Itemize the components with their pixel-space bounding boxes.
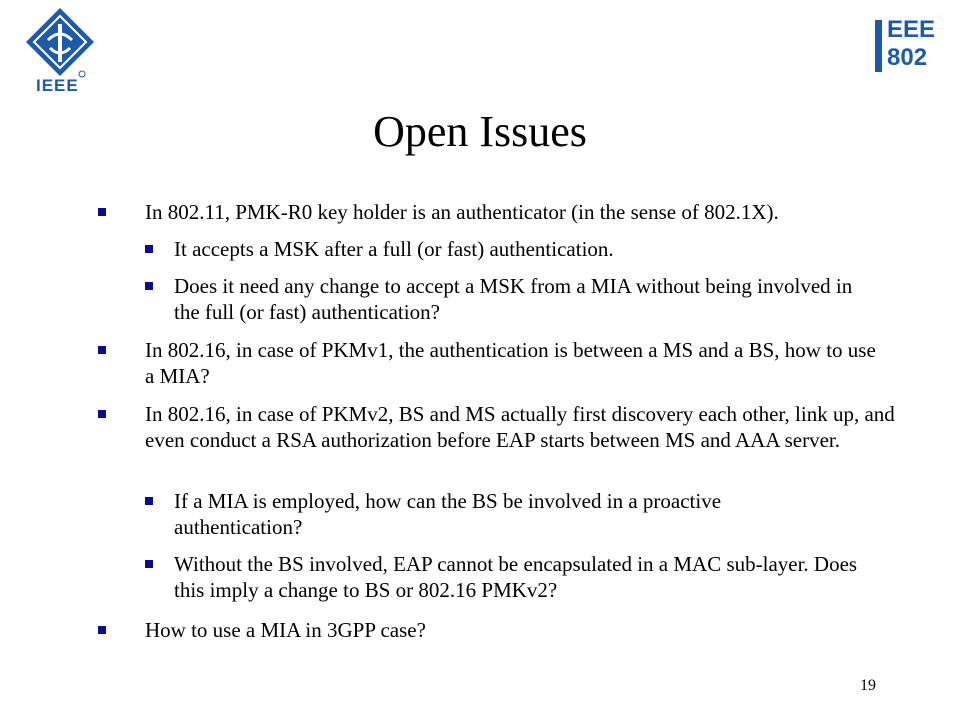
ieee-logo [22,6,108,98]
ieee-802-logo-line1: EEE [887,16,936,43]
sub-bullet-text: Does it need any change to accept a MSK from a MIA without being involved in the full (or fast) authentication? [174,274,853,324]
bullet-square-icon [145,497,153,505]
bullet-square-icon [145,245,153,253]
sub-bullet-item [174,273,854,325]
bullet-square-icon [145,560,153,568]
bullet-item [145,401,910,453]
bullet-text: In 802.11, PMK-R0 key holder is an authenticator (in the sense of 802.1X). [145,200,779,224]
bullet-item [145,337,885,389]
bullet-item [145,617,905,643]
page-number: 19 [860,677,876,694]
ieee-802-logo-line2: 802 [887,44,928,71]
sub-bullet-item [174,236,894,262]
bullet-square-icon [98,208,106,216]
sub-bullet-text: If a MIA is employed, how can the BS be involved in a proactive authentication? [174,489,722,539]
bullet-square-icon [98,626,106,634]
bullet-square-icon [145,282,153,290]
bullet-text: In 802.16, in case of PKMv2, BS and MS actually first discovery each other, link up, and even conduct a RSA authorization before EAP starts between MS and AAA server. [145,402,895,452]
bullet-item [145,199,905,225]
slide-title: Open Issues [373,107,587,156]
sub-bullet-text: It accepts a MSK after a full (or fast) authentication. [174,237,614,261]
ieee-802-bar-icon [875,20,882,72]
bullet-text: How to use a MIA in 3GPP case? [145,618,426,642]
sub-bullet-text: Without the BS involved, EAP cannot be encapsulated in a MAC sub-layer. Does this imply a change to BS or 802.16 PMKv2? [174,552,858,602]
bullet-square-icon [98,346,106,354]
bullet-text: In 802.16, in case of PKMv1, the authentication is between a MS and a BS, how to use a MIA? [145,338,876,388]
sub-bullet-item [174,551,864,603]
ieee-logo-text: IEEE [36,76,79,95]
sub-bullet-item [174,488,834,540]
bullet-square-icon [98,410,106,418]
ieee-802-logo [871,16,939,76]
